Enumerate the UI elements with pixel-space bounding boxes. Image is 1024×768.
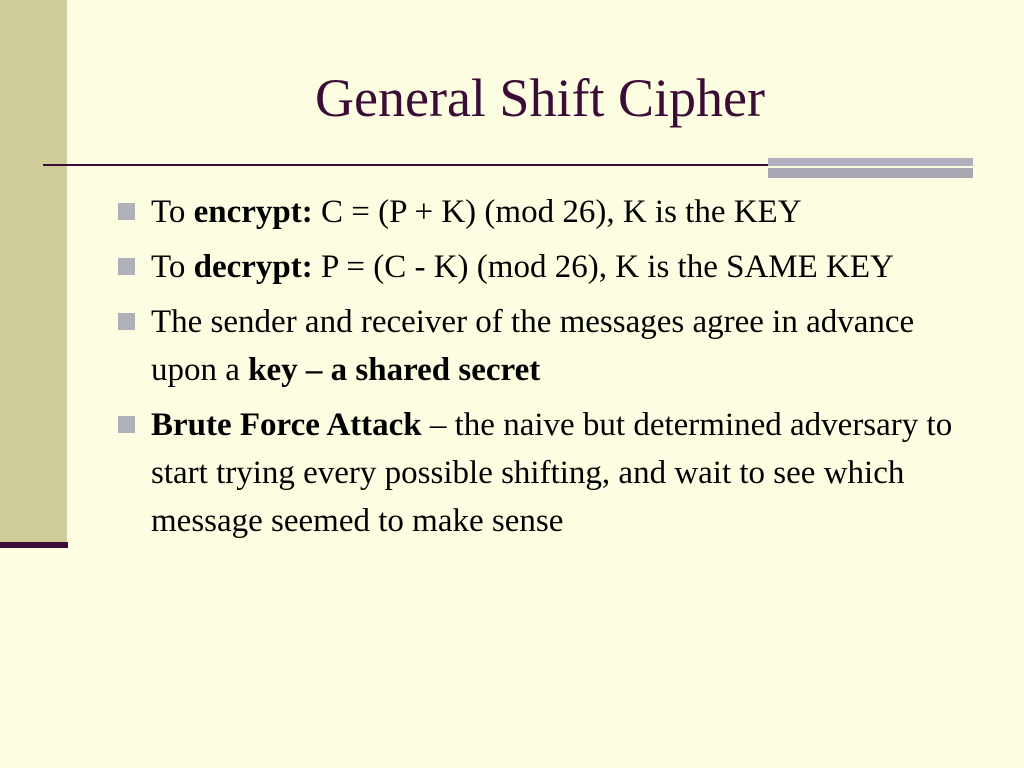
bullet-list [115,188,975,552]
bullet-lead-text: To [151,249,194,285]
divider-accent-bar-bottom [768,168,973,178]
bullet-encrypt [115,188,975,236]
bullet-rest-text: P = (C - K) (mod 26), K is the SAME KEY [312,249,894,285]
slide-title: General Shift Cipher [315,68,765,128]
bullet-bold-text: Brute Force Attack [151,407,422,443]
bullet-rest-text: – the naive but determined adversary to start trying every possible shifting, and wait to see which message seemed to make sense [151,407,953,539]
square-bullet-icon [118,416,135,433]
bullet-brute-force [115,401,975,545]
square-bullet-icon [118,258,135,275]
left-decorative-band [0,0,67,545]
bullet-shared-secret [115,298,975,394]
bullet-bold-text: key – a shared secret [248,352,541,388]
left-band-accent-line [0,542,68,548]
bullet-bold-text: encrypt: [193,194,313,230]
bullet-lead-text: To [151,194,194,230]
bullet-lead-text: The sender and receiver of the messages agree in advance upon a [151,304,915,388]
bullet-decrypt [115,243,975,291]
divider-accent-bar-top [768,158,973,166]
bullet-bold-text: decrypt: [193,249,313,285]
bullet-rest-text: C = (P + K) (mod 26), K is the KEY [312,194,802,230]
square-bullet-icon [118,313,135,330]
square-bullet-icon [118,203,135,220]
